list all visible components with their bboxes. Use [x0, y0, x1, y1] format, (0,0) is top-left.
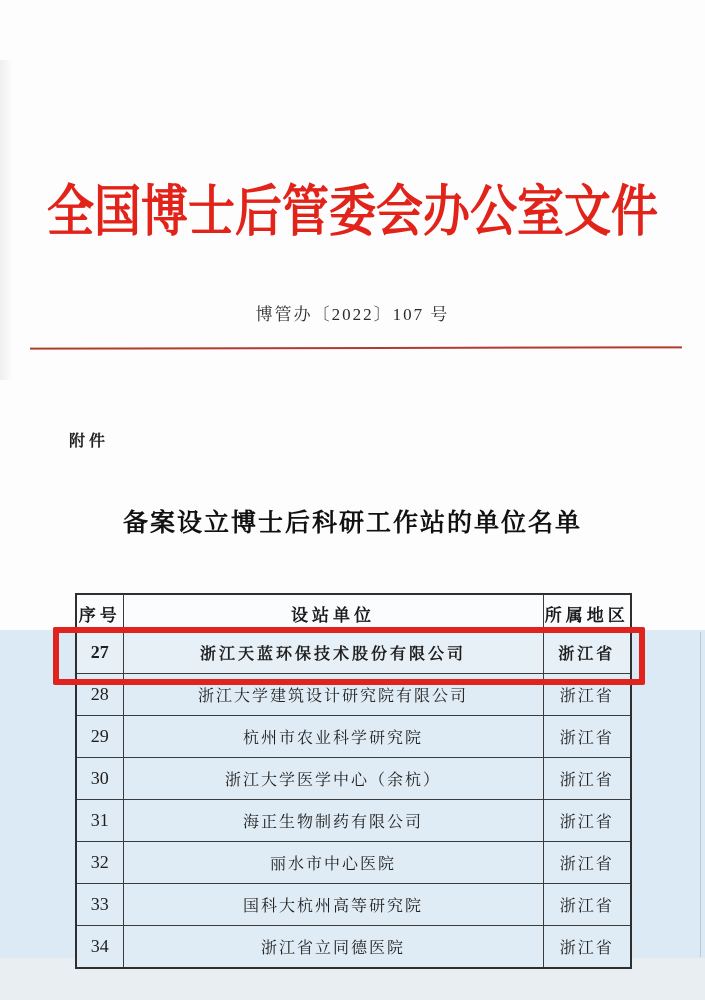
cell-unit: 浙江省立同德医院: [123, 926, 543, 969]
list-title: 备案设立博士后科研工作站的单位名单: [122, 510, 582, 537]
document-masthead-title: 全国博士后管委会办公室文件: [47, 182, 658, 244]
col-header-serial: 序号: [76, 594, 123, 632]
table-row-29: [76, 716, 631, 758]
cell-serial: 27: [76, 632, 123, 674]
cell-serial: 30: [76, 758, 123, 800]
cell-serial: 28: [76, 674, 123, 716]
col-header-region: 所属地区: [543, 594, 631, 632]
table-header-row: [76, 594, 631, 632]
cell-unit: 浙江大学医学中心（余杭）: [123, 758, 543, 800]
table-row-31: [76, 800, 631, 842]
table-row-32: [76, 842, 631, 884]
table-row-34: [76, 926, 631, 969]
table-row-27: [76, 632, 631, 674]
cell-serial: 34: [76, 926, 123, 969]
table-row-30: [76, 758, 631, 800]
cell-region: 浙江省: [543, 716, 631, 758]
cell-unit: 浙江大学建筑设计研究院有限公司: [123, 674, 543, 716]
cell-region: 浙江省: [543, 926, 631, 969]
cell-region: 浙江省: [543, 674, 631, 716]
cell-region: 浙江省: [543, 632, 631, 674]
red-divider-line: [30, 346, 682, 349]
attachment-label: 附件: [69, 433, 110, 450]
cell-region: 浙江省: [543, 884, 631, 926]
cell-serial: 33: [76, 884, 123, 926]
cell-unit: 浙江天蓝环保技术股份有限公司: [123, 632, 543, 674]
document-number: 博管办〔2022〕107 号: [255, 305, 450, 324]
cell-region: 浙江省: [543, 758, 631, 800]
cell-unit: 杭州市农业科学研究院: [123, 716, 543, 758]
cell-unit: 国科大杭州高等研究院: [123, 884, 543, 926]
cell-serial: 31: [76, 800, 123, 842]
cell-region: 浙江省: [543, 842, 631, 884]
cell-serial: 32: [76, 842, 123, 884]
cell-unit: 丽水市中心医院: [123, 842, 543, 884]
table-row-33: [76, 884, 631, 926]
cell-unit: 海正生物制药有限公司: [123, 800, 543, 842]
cell-serial: 29: [76, 716, 123, 758]
col-header-unit: 设站单位: [123, 594, 543, 632]
table-row-28: [76, 674, 631, 716]
scan-artifact-right: [700, 632, 701, 957]
cell-region: 浙江省: [543, 800, 631, 842]
units-table: [75, 593, 632, 969]
